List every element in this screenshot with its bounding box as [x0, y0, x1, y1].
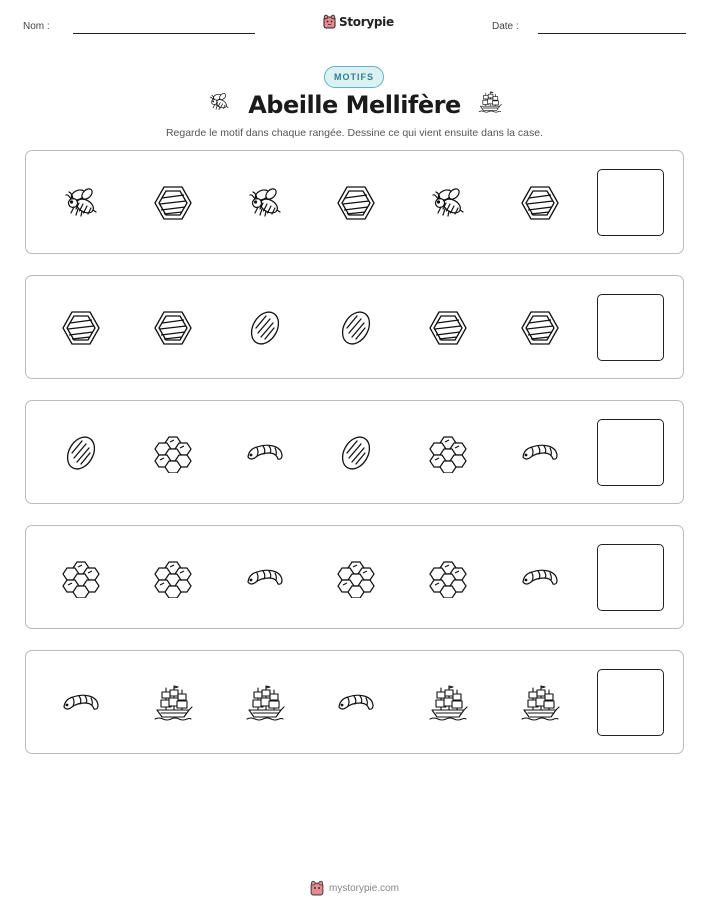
- name-field[interactable]: [73, 33, 255, 34]
- honeycomb-cell-icon: [153, 183, 193, 223]
- honeycomb-cell-icon: [520, 183, 560, 223]
- honeycomb-cell-icon: [61, 308, 101, 348]
- footer: [0, 880, 709, 896]
- larva-icon: [245, 558, 285, 598]
- egg-icon: [336, 308, 376, 348]
- name-label: Nom :: [23, 21, 50, 32]
- ship-icon: [153, 683, 193, 723]
- honeycomb-icon: [153, 433, 193, 473]
- brand-name: Storypie: [339, 14, 394, 29]
- pattern-row-5: [25, 650, 684, 754]
- page-title: Abeille Mellifère: [248, 90, 461, 119]
- honeycomb-icon: [428, 433, 468, 473]
- egg-icon: [336, 433, 376, 473]
- egg-icon: [245, 308, 285, 348]
- honeycomb-cell-icon: [428, 308, 468, 348]
- honeycomb-cell-icon: [153, 308, 193, 348]
- honeycomb-icon: [336, 558, 376, 598]
- answer-box-4[interactable]: [597, 544, 664, 611]
- pattern-row-3: [25, 400, 684, 504]
- pattern-row-1: [25, 150, 684, 254]
- ship-icon: [245, 683, 285, 723]
- answer-box-2[interactable]: [597, 294, 664, 361]
- larva-icon: [520, 558, 560, 598]
- title-ship-icon: [477, 90, 503, 119]
- date-field[interactable]: [538, 33, 686, 34]
- mascot-icon: [310, 880, 324, 896]
- instructions: Regarde le motif dans chaque rangée. Dessine ce qui vient ensuite dans la case.: [165, 127, 544, 139]
- ship-icon: [428, 683, 468, 723]
- answer-box-5[interactable]: [597, 669, 664, 736]
- answer-box-1[interactable]: [597, 169, 664, 236]
- honeycomb-icon: [153, 558, 193, 598]
- larva-icon: [336, 683, 376, 723]
- category-badge: MOTIFS: [324, 66, 384, 88]
- ship-icon: [520, 683, 560, 723]
- mascot-icon: [323, 14, 336, 29]
- bee-icon: [245, 183, 285, 223]
- larva-icon: [245, 433, 285, 473]
- footer-url: mystorypie.com: [328, 882, 399, 894]
- bee-icon: [61, 183, 101, 223]
- larva-icon: [61, 683, 101, 723]
- answer-box-3[interactable]: [597, 419, 664, 486]
- pattern-row-4: [25, 525, 684, 629]
- egg-icon: [61, 433, 101, 473]
- honeycomb-cell-icon: [336, 183, 376, 223]
- honeycomb-cell-icon: [520, 308, 560, 348]
- larva-icon: [520, 433, 560, 473]
- storypie-logo: [323, 14, 394, 29]
- title-bee-icon: [206, 90, 232, 119]
- pattern-row-2: [25, 275, 684, 379]
- bee-icon: [428, 183, 468, 223]
- date-label: Date :: [492, 21, 519, 32]
- honeycomb-icon: [428, 558, 468, 598]
- honeycomb-icon: [61, 558, 101, 598]
